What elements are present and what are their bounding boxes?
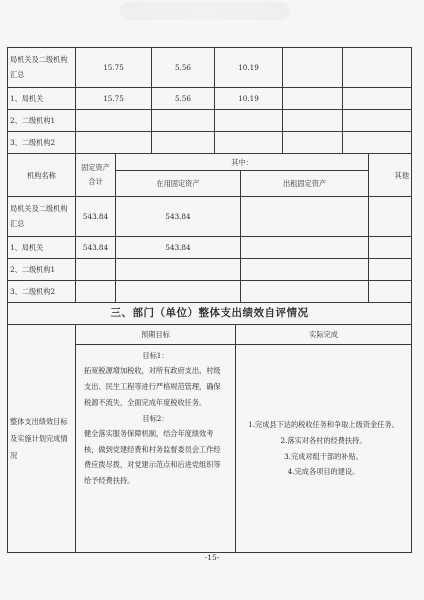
cell-value (215, 132, 283, 154)
cell-value (241, 197, 369, 237)
actual-item: 1.完成县下达的税收任务和争取上级资金任务。 (248, 419, 399, 429)
row-label: 局机关及二级机构汇总 (8, 197, 76, 237)
header-in-use: 在用固定资产 (116, 171, 241, 197)
empty-cell (283, 110, 343, 132)
cell-value (76, 110, 152, 132)
row-label: 局机关及二级机构汇总 (8, 48, 76, 88)
table-row (8, 110, 412, 132)
row-label: 3、二级机构2 (8, 132, 76, 154)
row-label: 1、局机关 (8, 237, 76, 259)
empty-cell (283, 88, 343, 110)
section-title-row (8, 303, 412, 325)
table-row (8, 132, 412, 154)
table-row (8, 197, 412, 237)
cell-value: 10.19 (215, 48, 283, 88)
cell-value (76, 132, 152, 154)
expected-goal-cell (76, 345, 236, 553)
actual-item: 2.落实对各村的经费扶持。 (280, 435, 367, 445)
actual-item: 3.完成对组干部的补贴。 (284, 451, 363, 461)
header-org-name: 机构名称 (8, 154, 76, 197)
table-header-row (8, 154, 412, 171)
cell-value (369, 237, 412, 259)
goal2-heading: 目标2： (142, 413, 169, 423)
cell-value: 5.56 (152, 88, 215, 110)
header-rented: 出租固定资产 (241, 171, 369, 197)
cell-value (76, 259, 116, 281)
cell-value (76, 281, 116, 303)
section-title: 三、部门（单位）整体支出绩效自评情况 (8, 303, 412, 325)
fixed-assets-table (7, 153, 412, 303)
expense-summary-table (7, 47, 412, 154)
goal1-heading: 目标1： (142, 351, 169, 360)
goal1-text: 拓宽税源增加税收，对所有政府支出、村级支出、民生工程等进行严格规范管理，确保税源不流失，全面完成年度税收任务。 (84, 366, 221, 407)
header-expected-goal: 预期目标 (76, 325, 236, 345)
row-label: 2、二级机构1 (8, 259, 76, 281)
table-row (8, 237, 412, 259)
cell-value: 543.84 (116, 237, 241, 259)
header-total: 固定资产合计 (76, 154, 116, 197)
table-row (8, 259, 412, 281)
performance-self-eval-table (7, 302, 412, 553)
cell-value (241, 237, 369, 259)
cell-value (116, 259, 241, 281)
table-row (8, 48, 412, 88)
empty-cell (343, 48, 412, 88)
cell-value (152, 132, 215, 154)
cell-value (241, 281, 369, 303)
cell-value (369, 281, 412, 303)
cell-value: 15.75 (76, 88, 152, 110)
actual-item: 4.完成各项目的建设。 (287, 467, 360, 477)
cell-value: 543.84 (116, 197, 241, 237)
faint-stamp-mark (120, 2, 290, 20)
cell-value: 10.19 (215, 88, 283, 110)
empty-cell (343, 110, 412, 132)
empty-cell (283, 132, 343, 154)
empty-cell (343, 88, 412, 110)
cell-value (369, 259, 412, 281)
goal2-text: 健全落实服务保障机制，结合年度绩效考核，做到党建经费和村务监督委员会工作经费应拨尽拨，对党建示范点和后进党组织等给予经费扶持。 (84, 428, 221, 486)
empty-cell (343, 132, 412, 154)
cell-value: 15.75 (76, 48, 152, 88)
row-label: 1、局机关 (8, 88, 76, 110)
row-label: 2、二级机构1 (8, 110, 76, 132)
cell-value: 543.84 (76, 237, 116, 259)
actual-completion-cell (236, 345, 412, 553)
cell-value (116, 281, 241, 303)
cell-value (152, 110, 215, 132)
header-actual-completion: 实际完成 (236, 325, 412, 345)
page-number: -15- (204, 553, 220, 562)
cell-value (369, 197, 412, 237)
row-label: 3、二级机构2 (8, 281, 76, 303)
cell-value (241, 259, 369, 281)
empty-cell (283, 48, 343, 88)
header-among: 其中： (116, 154, 369, 171)
table-row (8, 88, 412, 110)
cell-value: 543.84 (76, 197, 116, 237)
table-row (8, 281, 412, 303)
cell-value (215, 110, 283, 132)
cell-value: 5.56 (152, 48, 215, 88)
row-label: 整体支出绩效目标及实施计划完成情况 (8, 325, 76, 553)
header-other: 其他 (369, 154, 412, 197)
table-header-row (8, 325, 412, 345)
